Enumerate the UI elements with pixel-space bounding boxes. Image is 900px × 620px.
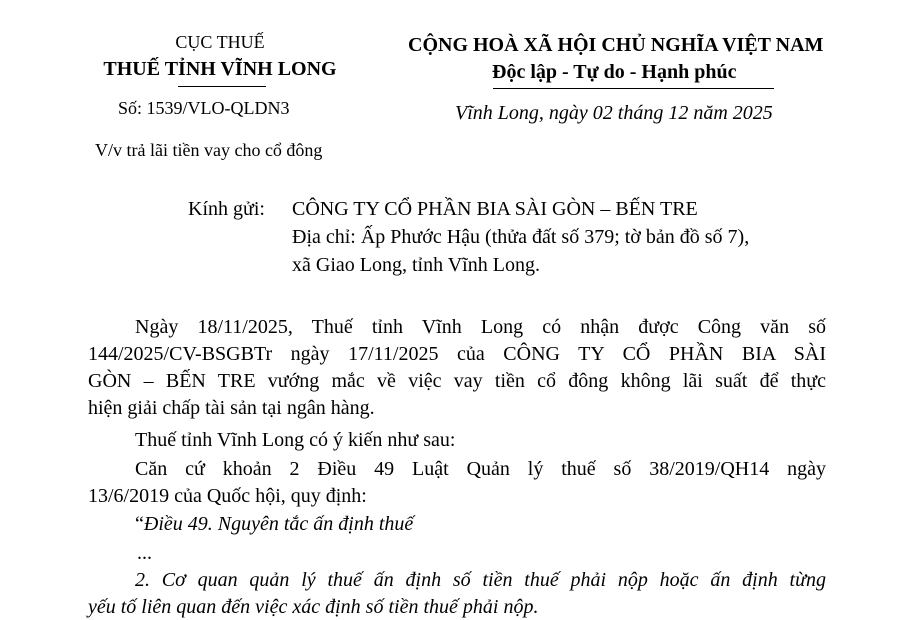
opening-quote-mark: “ [135, 513, 144, 535]
place-and-date: Vĩnh Long, ngày 02 tháng 12 năm 2025 [455, 102, 773, 124]
body-paragraph-3-line-1: Căn cứ khoản 2 Điều 49 Luật Quản lý thuế số 38/2019/QH14 ngày [135, 458, 826, 480]
recipient-label: Kính gửi: [188, 198, 265, 220]
office-name: THUẾ TỈNH VĨNH LONG [103, 58, 337, 80]
country-name: CỘNG HOÀ XÃ HỘI CHỦ NGHĨA VIỆT NAM [408, 34, 824, 56]
quoted-clause-2: 2. Cơ quan quản lý thuế ấn định số tiền thuế phải nộp hoặc ấn định từng [135, 569, 826, 591]
national-motto: Độc lập - Tự do - Hạnh phúc [492, 61, 737, 83]
quoted-article-title [135, 511, 873, 537]
quote-title-text: Điều 49. Nguyên tắc ấn định thuế [143, 513, 414, 535]
recipient-address-line2: xã Giao Long, tỉnh Vĩnh Long. [292, 254, 540, 276]
motto-underline [493, 88, 774, 89]
document-number: Số: 1539/VLO-QLDN3 [118, 98, 290, 118]
body-paragraph-1-line-4: hiện giải chấp tài sản tại ngân hàng. [88, 397, 375, 419]
recipient-company: CÔNG TY CỔ PHẦN BIA SÀI GÒN – BẾN TRE [292, 198, 698, 220]
body-paragraph-1-line-3: GÒN – BẾN TRE vướng mắc về việc vay tiền cổ đông không lãi suất để thực [88, 370, 826, 392]
body-paragraph-2: Thuế tỉnh Vĩnh Long có ý kiến như sau: [135, 429, 456, 451]
left-header-underline [178, 86, 266, 87]
ellipsis: ... [137, 542, 152, 564]
body-paragraph-1-line-1: Ngày 18/11/2025, Thuế tỉnh Vĩnh Long có nhận được Công văn số [135, 316, 826, 338]
body-paragraph-3-line-2: 13/6/2019 của Quốc hội, quy định: [88, 485, 367, 507]
body-paragraph-1-line-2: 144/2025/CV-BSGBTr ngày 17/11/2025 của CÔNG TY CỔ PHẦN BIA SÀI [88, 343, 826, 365]
quoted-clause-2-continued: yếu tố liên quan đến việc xác định số tiền thuế phải nộp. [88, 596, 539, 618]
recipient-address-line1: Địa chỉ: Ấp Phước Hậu (thửa đất số 379; tờ bản đồ số 7), [292, 226, 750, 248]
document-subject: V/v trả lãi tiền vay cho cổ đông [95, 140, 323, 160]
agency-name: CỤC THUẾ [175, 32, 265, 52]
